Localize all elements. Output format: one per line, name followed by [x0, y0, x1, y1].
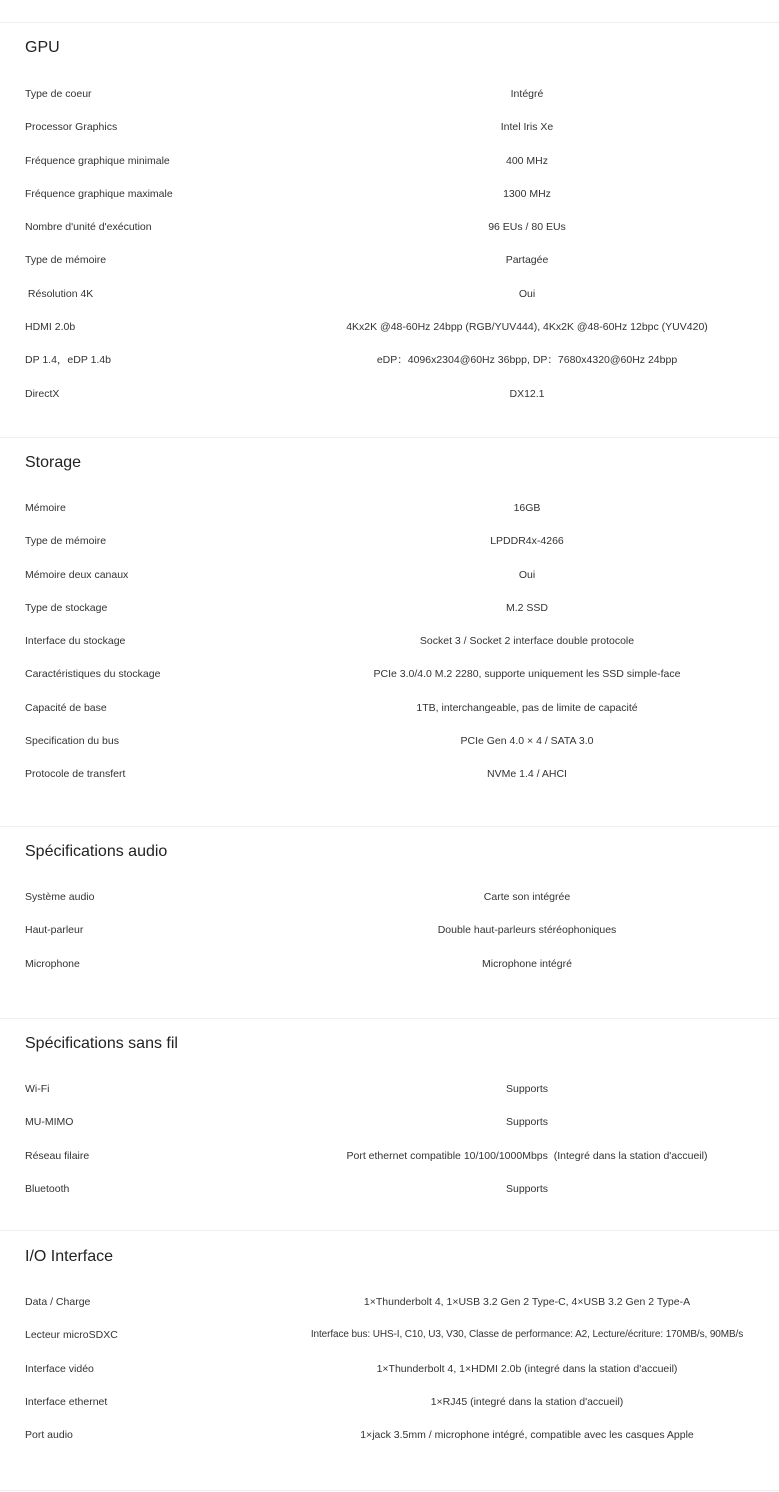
spec-value: Socket 3 / Socket 2 interface double protocole	[419, 635, 635, 648]
spec-label: Processor Graphics	[25, 121, 118, 134]
section-title: GPU	[25, 39, 60, 56]
spec-row	[0, 626, 779, 659]
spec-table	[0, 493, 779, 793]
spec-label: Type de stockage	[25, 601, 108, 614]
spec-value: Oui	[518, 287, 536, 300]
spec-row	[0, 179, 779, 212]
spec-row	[0, 659, 779, 692]
spec-value: 1×Thunderbolt 4, 1×HDMI 2.0b (integré dans la station d'accueil)	[376, 1362, 678, 1375]
spec-label: Port audio	[25, 1429, 73, 1442]
spec-row	[0, 79, 779, 112]
section-title: I/O Interface	[25, 1248, 114, 1265]
spec-row	[0, 759, 779, 792]
spec-row	[0, 526, 779, 559]
spec-label: Specification du bus	[25, 735, 119, 748]
spec-row	[0, 112, 779, 145]
spec-label: DP 1.4，eDP 1.4b	[25, 354, 111, 367]
spec-row	[0, 146, 779, 179]
spec-row	[0, 949, 779, 982]
spec-value: PCIe 3.0/4.0 M.2 2280, supporte uniquement les SSD simple-face	[373, 668, 681, 681]
spec-value: Oui	[518, 568, 536, 581]
spec-label: Interface du stockage	[25, 635, 126, 648]
spec-label: Interface vidéo	[25, 1362, 94, 1375]
spec-table	[0, 79, 779, 412]
spec-label: Bluetooth	[25, 1182, 70, 1195]
section-title: Spécifications sans fil	[25, 1035, 178, 1052]
spec-row	[0, 1141, 779, 1174]
spec-value: Supports	[505, 1182, 549, 1195]
spec-label: Type de coeur	[25, 88, 92, 100]
spec-value: Supports	[505, 1083, 549, 1095]
spec-row	[0, 212, 779, 245]
section-wireless	[0, 1018, 779, 1231]
spec-row	[0, 1107, 779, 1140]
spec-row	[0, 1387, 779, 1420]
spec-label: Caractéristiques du stockage	[25, 668, 161, 681]
spec-value: 1×Thunderbolt 4, 1×USB 3.2 Gen 2 Type-C, 4×USB 3.2 Gen 2 Type-A	[363, 1296, 691, 1308]
spec-value: PCIe Gen 4.0 × 4 / SATA 3.0	[460, 735, 594, 748]
spec-value: 16GB	[513, 502, 541, 514]
section-gpu	[0, 22, 779, 438]
section-storage	[0, 437, 779, 827]
spec-row	[0, 915, 779, 948]
spec-row	[0, 1174, 779, 1207]
spec-label: Type de mémoire	[25, 254, 107, 267]
spec-value: Carte son intégrée	[483, 891, 571, 903]
spec-label: Lecteur microSDXC	[25, 1329, 118, 1342]
spec-row	[0, 726, 779, 759]
spec-label: Haut-parleur	[25, 924, 84, 937]
spec-label: Réseau filaire	[25, 1149, 90, 1162]
spec-label: MU-MIMO	[25, 1116, 74, 1129]
spec-row	[0, 1420, 779, 1453]
spec-value: Microphone intégré	[482, 957, 572, 970]
spec-label: Système audio	[25, 891, 95, 903]
spec-value: Interface bus: UHS-I, C10, U3, V30, Classe de performance: A2, Lecture/écriture: 170MB/s, 90MB/s	[310, 1329, 744, 1341]
spec-table	[0, 1074, 779, 1207]
spec-value: 4Kx2K @48-60Hz 24bpp (RGB/YUV444), 4Kx2K @48-60Hz 12bpc (YUV420)	[346, 321, 708, 334]
spec-label: Wi-Fi	[25, 1083, 50, 1095]
spec-label: Nombre d'unité d'exécution	[25, 221, 152, 234]
section-title: Spécifications audio	[25, 843, 168, 860]
spec-label: Fréquence graphique minimale	[25, 154, 170, 167]
spec-label: Fréquence graphique maximale	[25, 187, 173, 200]
spec-row	[0, 279, 779, 312]
spec-row	[0, 560, 779, 593]
spec-value: LPDDR4x-4266	[490, 535, 564, 548]
spec-label: Type de mémoire	[25, 535, 107, 548]
spec-label: Microphone	[25, 957, 80, 970]
spec-value: DX12.1	[509, 387, 545, 400]
spec-value: Intel Iris Xe	[500, 121, 554, 134]
spec-label: Mémoire deux canaux	[25, 568, 129, 581]
spec-label: Mémoire	[25, 502, 66, 514]
spec-row	[0, 1287, 779, 1320]
spec-value: 400 MHz	[505, 154, 548, 167]
spec-value: 1300 MHz	[503, 187, 551, 200]
spec-row	[0, 245, 779, 278]
spec-label: Capacité de base	[25, 701, 107, 714]
spec-row	[0, 379, 779, 412]
spec-row	[0, 345, 779, 378]
section-io	[0, 1230, 779, 1491]
spec-row	[0, 1354, 779, 1387]
spec-label: Protocole de transfert	[25, 768, 126, 781]
section-title: Storage	[25, 454, 82, 471]
spec-value: Port ethernet compatible 10/100/1000Mbps (Integré dans la station d'accueil)	[346, 1149, 708, 1162]
section-audio	[0, 826, 779, 1019]
spec-row	[0, 312, 779, 345]
spec-row	[0, 1074, 779, 1107]
spec-label: Interface ethernet	[25, 1395, 108, 1408]
spec-row	[0, 693, 779, 726]
spec-value: 1×RJ45 (integré dans la station d'accueil)	[430, 1395, 624, 1408]
spec-value: Supports	[505, 1116, 549, 1129]
spec-label: DirectX	[25, 387, 60, 400]
spec-row	[0, 1320, 779, 1353]
spec-value: Double haut-parleurs stéréophoniques	[437, 924, 617, 937]
spec-value: Partagée	[505, 254, 549, 267]
spec-row	[0, 493, 779, 526]
spec-value: eDP：4096x2304@60Hz 36bpp, DP：7680x4320@60Hz 24bpp	[376, 354, 678, 367]
spec-value: Intégré	[510, 88, 544, 100]
spec-value: M.2 SSD	[505, 601, 548, 614]
spec-value: 1TB, interchangeable, pas de limite de capacité	[416, 701, 638, 714]
spec-row	[0, 882, 779, 915]
bottom-divider	[0, 1490, 779, 1491]
spec-label: HDMI 2.0b	[25, 321, 76, 334]
spec-value: 96 EUs / 80 EUs	[488, 221, 566, 234]
spec-label: Résolution 4K	[25, 287, 94, 300]
spec-label: Data / Charge	[25, 1296, 91, 1308]
spec-value: 1×jack 3.5mm / microphone intégré, compatible avec les casques Apple	[360, 1429, 694, 1442]
spec-table	[0, 1287, 779, 1453]
spec-row	[0, 593, 779, 626]
spec-table	[0, 882, 779, 982]
spec-value: NVMe 1.4 / AHCI	[487, 768, 567, 781]
